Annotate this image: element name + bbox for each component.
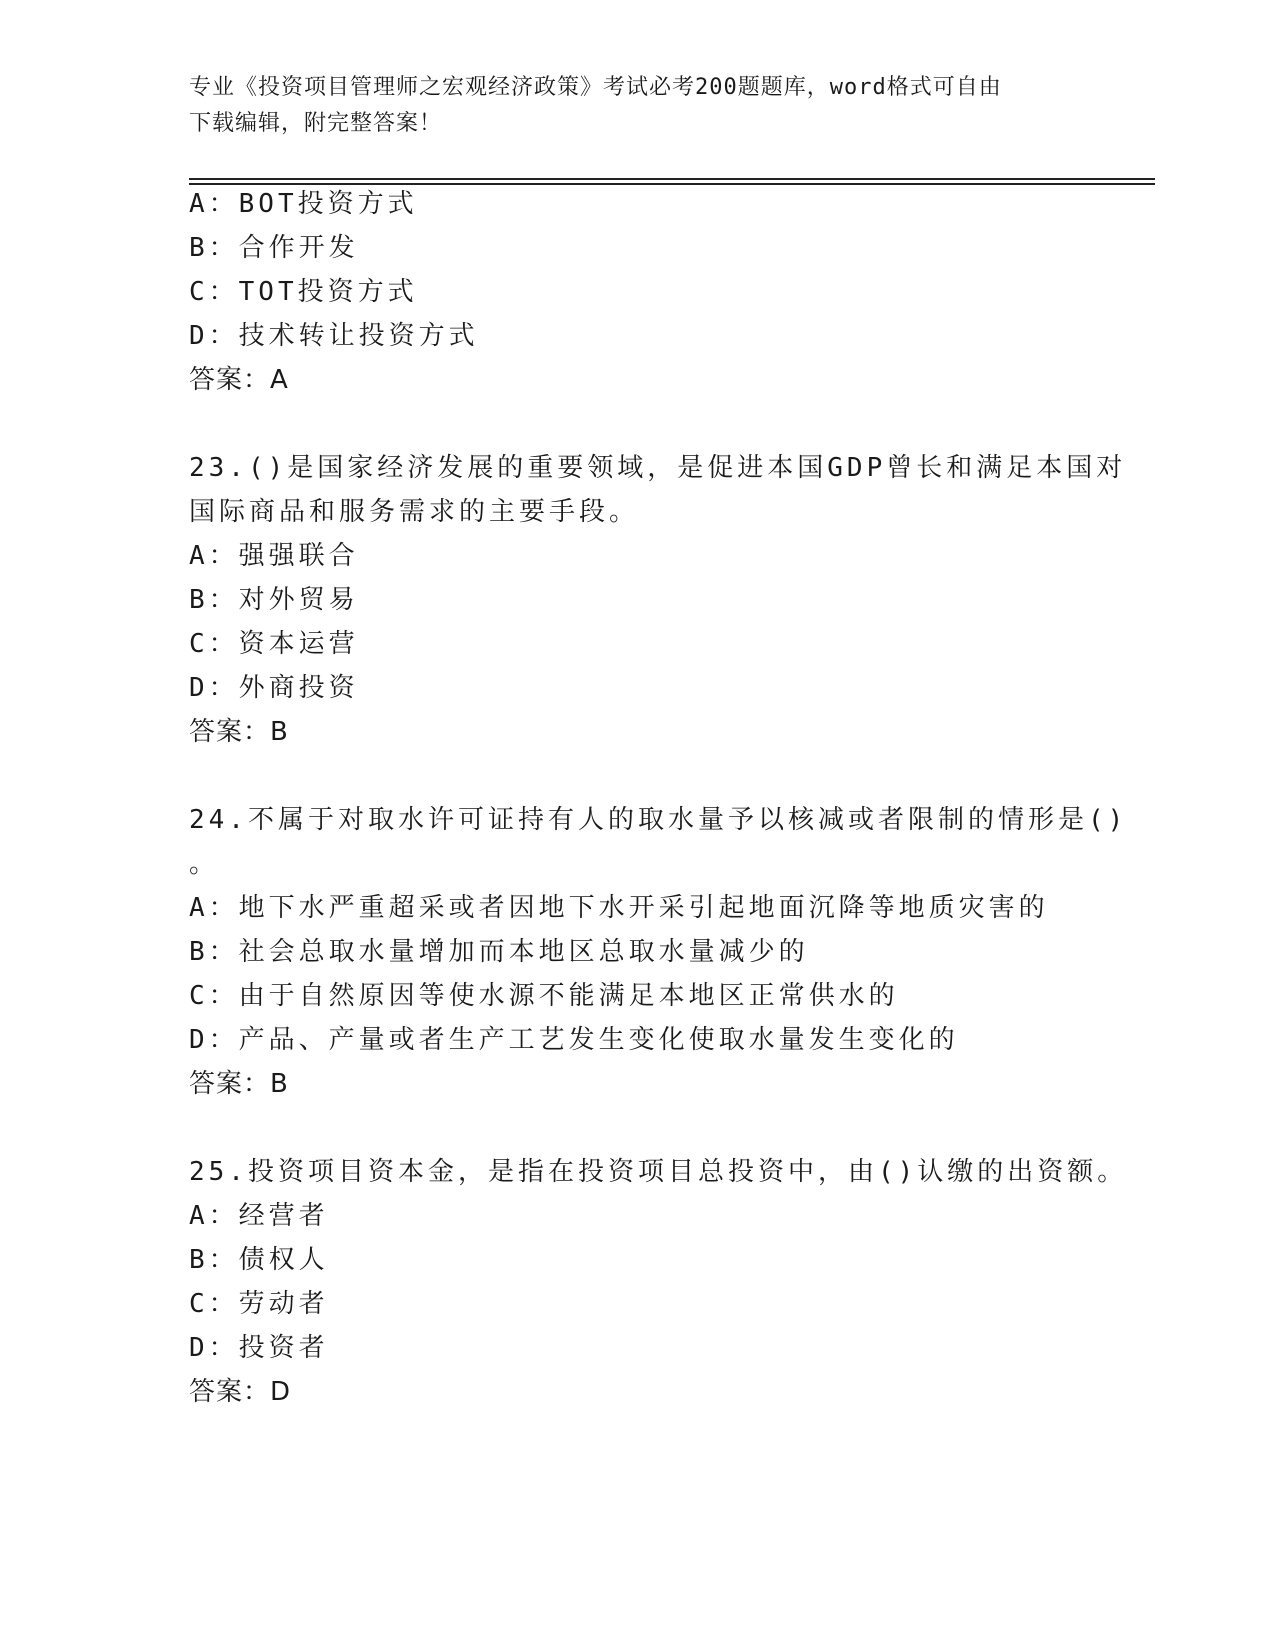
question-25-option-c: C：劳动者 [189,1289,329,1319]
question-24-option-b: B：社会总取水量增加而本地区总取水量减少的 [189,937,809,967]
document-header [189,70,1069,142]
question-24-option-a: A：地下水严重超采或者因地下水开采引起地面沉降等地质灾害的 [189,893,1049,923]
question-23-stem-line-1: 23.()是国家经济发展的重要领域，是促进本国GDP曾长和满足本国对 [189,453,1127,483]
option-b: B：合作开发 [189,233,359,263]
question-24-option-c: C：由于自然原因等使水源不能满足本地区正常供水的 [189,981,899,1011]
question-25-option-b: B：债权人 [189,1245,329,1275]
question-24-stem-line-1: 24.不属于对取水许可证持有人的取水量予以核减或者限制的情形是() [189,805,1128,835]
option-d: D：技术转让投资方式 [189,321,479,351]
question-24-option-d: D：产品、产量或者生产工艺发生变化使取水量发生变化的 [189,1025,959,1055]
answer: 答案：A [189,365,289,395]
question-23-option-d: D：外商投资 [189,673,359,703]
question-23-answer: 答案：B [189,717,289,747]
header-divider-top [189,178,1155,180]
question-25-answer: 答案：D [189,1377,292,1407]
option-c: C：TOT投资方式 [189,277,418,307]
question-23-option-c: C：资本运营 [189,629,359,659]
option-a: A：BOT投资方式 [189,189,418,219]
header-line-2: 下载编辑，附完整答案！ [189,111,443,136]
header-divider-bottom [189,183,1155,185]
question-24-answer: 答案：B [189,1069,289,1099]
question-23-option-a: A：强强联合 [189,541,359,571]
question-23-stem-line-2: 国际商品和服务需求的主要手段。 [189,497,640,527]
question-25-option-d: D：投资者 [189,1333,329,1363]
question-25-stem: 25.投资项目资本金，是指在投资项目总投资中，由()认缴的出资额。 [189,1157,1128,1187]
header-line-1: 专业《投资项目管理师之宏观经济政策》考试必考200题题库，word格式可自由 [189,75,1002,100]
question-24-stem-line-2: 。 [189,849,220,879]
question-25-option-a: A：经营者 [189,1201,329,1231]
question-23-option-b: B：对外贸易 [189,585,359,615]
